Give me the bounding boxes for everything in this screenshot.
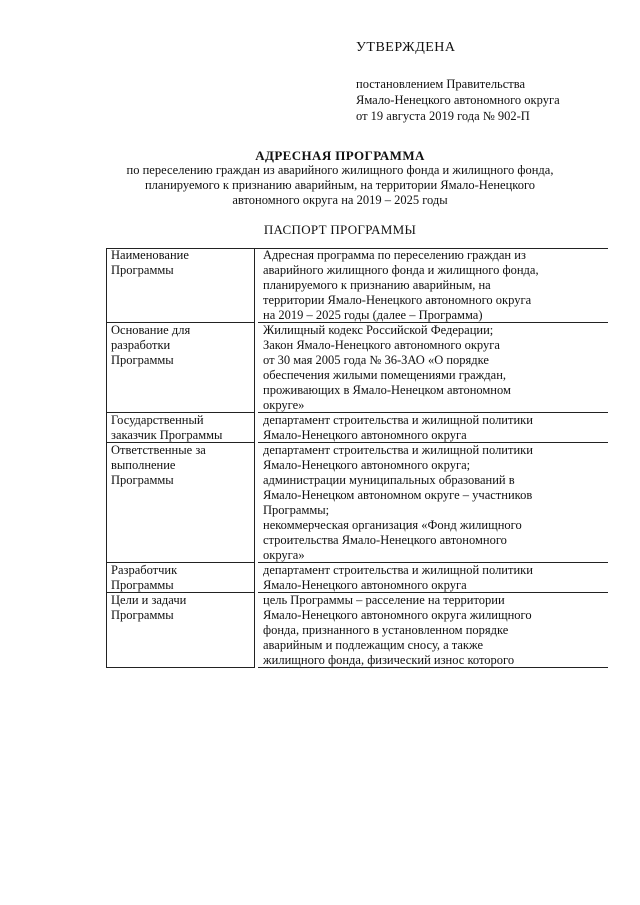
value-line: цель Программы – расселение на территории	[263, 593, 505, 607]
value-line: округа»	[263, 548, 305, 562]
value-line: Ямало-Ненецкого автономного округа	[263, 428, 467, 442]
value-line: департамент строительства и жилищной политики	[263, 413, 533, 427]
label-line: разработки	[111, 338, 171, 352]
label-line: Разработчик	[111, 563, 178, 577]
label-line: Программы	[111, 578, 174, 592]
row-divider	[258, 667, 608, 668]
approval-heading: УТВЕРЖДЕНА	[356, 40, 456, 55]
value-line: некоммерческая организация «Фонд жилищного	[263, 518, 522, 532]
approval-line: постановлением Правительства	[356, 77, 526, 91]
passport-row-responsible	[106, 443, 608, 563]
label-line: заказчик Программы	[111, 428, 223, 442]
value-line: Программы;	[263, 503, 330, 517]
value-line: аварийным и подлежащим сносу, а также	[263, 638, 484, 652]
passport-row-value	[254, 563, 608, 593]
passport-row-value	[254, 323, 608, 413]
passport-row-developer	[106, 563, 608, 593]
label-line: Ответственные за	[111, 443, 206, 457]
passport-table	[106, 248, 608, 668]
value-line: Закон Ямало-Ненецкого автономного округа	[263, 338, 500, 352]
value-line: Адресная программа по переселению граждан из	[263, 248, 526, 262]
passport-row-name	[106, 248, 608, 323]
value-line: Ямало-Ненецком автономном округе – участников	[263, 488, 533, 502]
label-line: выполнение	[111, 458, 176, 472]
value-line: Ямало-Ненецкого автономного округа	[263, 578, 467, 592]
passport-row-goals	[106, 593, 608, 668]
passport-row-label	[106, 443, 254, 563]
approval-line: от 19 августа 2019 года № 902-П	[356, 109, 530, 123]
label-line: Программы	[111, 608, 174, 622]
passport-row-value	[254, 443, 608, 563]
value-line: территории Ямало-Ненецкого автономного округа	[263, 293, 532, 307]
label-line: Программы	[111, 473, 174, 487]
value-line: обеспечения жилыми помещениями граждан,	[263, 368, 507, 382]
value-line: администрации муниципальных образований в	[263, 473, 515, 487]
passport-row-value	[254, 413, 608, 443]
program-title: АДРЕСНАЯ ПРОГРАММА	[255, 148, 425, 163]
table-top-rule	[106, 248, 608, 249]
approval-block	[356, 40, 626, 124]
label-line: Программы	[111, 263, 174, 277]
value-line: проживающих в Ямало-Ненецком автономном	[263, 383, 511, 397]
label-line: Основание для	[111, 323, 191, 337]
label-line: Государственный	[111, 413, 204, 427]
value-line: департамент строительства и жилищной политики	[263, 563, 533, 577]
value-line: Ямало-Ненецкого автономного округа;	[263, 458, 471, 472]
program-subtitle-line: планируемого к признанию аварийным, на территории Ямало-Ненецкого	[144, 178, 536, 192]
label-line: Наименование	[111, 248, 189, 262]
passport-row-customer	[106, 413, 608, 443]
value-line: округе»	[263, 398, 305, 412]
label-line: Программы	[111, 353, 174, 367]
passport-row-basis	[106, 323, 608, 413]
value-line: Жилищный кодекс Российской Федерации;	[263, 323, 494, 337]
passport-row-label	[106, 323, 254, 413]
program-subtitle-line: автономного округа на 2019 – 2025 годы	[232, 193, 448, 207]
passport-row-label	[106, 413, 254, 443]
program-subtitle-line: по переселению граждан из аварийного жилищного фонда и жилищного фонда,	[126, 163, 554, 177]
value-line: жилищного фонда, физический износ которого	[263, 653, 515, 667]
value-line: Ямало-Ненецкого автономного округа жилищного	[263, 608, 532, 622]
passport-row-label	[106, 248, 254, 323]
row-divider	[106, 667, 254, 668]
value-line: фонда, признанного в установленном порядке	[263, 623, 509, 637]
approval-line: Ямало-Ненецкого автономного округа	[356, 93, 560, 107]
value-line: планируемого к признанию аварийным, на	[263, 278, 491, 292]
value-line: аварийного жилищного фонда и жилищного фонда,	[263, 263, 539, 277]
passport-row-label	[106, 593, 254, 668]
passport-title: ПАСПОРТ ПРОГРАММЫ	[263, 222, 417, 237]
passport-row-label	[106, 563, 254, 593]
passport-row-value	[254, 248, 608, 323]
value-line: строительства Ямало-Ненецкого автономного	[263, 533, 507, 547]
value-line: на 2019 – 2025 годы (далее – Программа)	[263, 308, 483, 322]
label-line: Цели и задачи	[111, 593, 187, 607]
value-line: от 30 мая 2005 года № 36-ЗАО «О порядке	[263, 353, 489, 367]
program-title-block	[80, 148, 600, 208]
value-line: департамент строительства и жилищной политики	[263, 443, 533, 457]
passport-row-value	[254, 593, 608, 668]
